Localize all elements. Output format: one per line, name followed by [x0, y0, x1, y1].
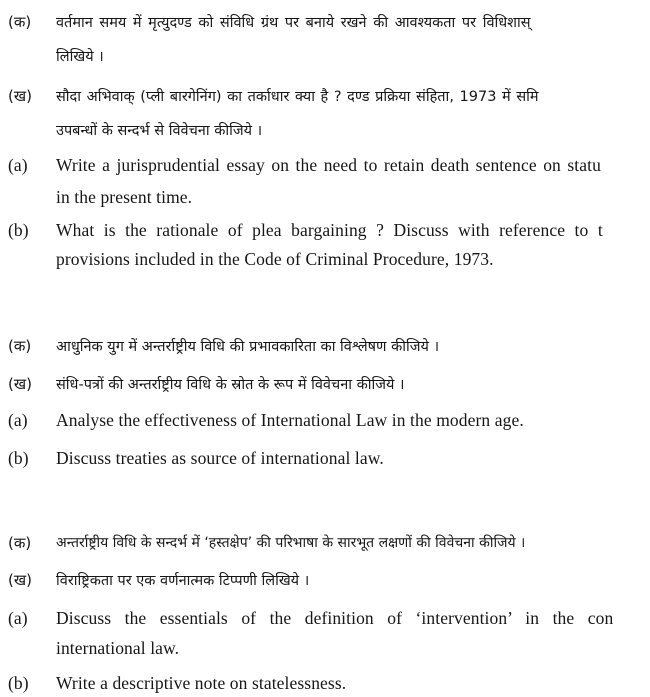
question-label: (a)	[8, 155, 28, 175]
question-text-line: अन्तर्राष्ट्रीय विधि के सन्दर्भ में ‘हस्तक्षेप’ की परिभाषा के सारभूत लक्षणों की विवेचना कीजिये ।	[56, 535, 526, 551]
question-text-line: Write a jurisprudential essay on the need to retain death sentence on statu	[56, 155, 601, 175]
question-text-line: provisions included in the Code of Criminal Procedure, 1973.	[56, 249, 494, 269]
question-text-line: What is the rationale of plea bargaining ? Discuss with reference to t	[56, 220, 603, 240]
question-label: (a)	[8, 410, 28, 430]
question-text-line: लिखिये ।	[56, 49, 104, 65]
question-text-line: आधुनिक युग में अन्तर्राष्ट्रीय विधि की प्रभावकारिता का विश्लेषण कीजिये ।	[56, 339, 440, 355]
question-label: (ख)	[8, 87, 32, 105]
question-text-line: Analyse the effectiveness of International Law in the modern age.	[56, 410, 524, 430]
question-label: (b)	[8, 220, 29, 240]
question-label: (क)	[8, 534, 32, 552]
question-label: (ख)	[8, 571, 32, 589]
question-text-line: Write a descriptive note on statelessness.	[56, 673, 347, 693]
question-text-line: Discuss treaties as source of international law.	[56, 448, 384, 468]
question-label: (ख)	[8, 375, 32, 393]
question-label: (क)	[8, 13, 32, 31]
question-label: (b)	[8, 448, 29, 468]
question-text-line: वर्तमान समय में मृत्युदण्ड को संविधि ग्रंथ पर बनाये रखने की आवश्यकता पर विधिशास्	[56, 15, 531, 31]
question-text-line: विराष्ट्रिकता पर एक वर्णनात्मक टिप्पणी लिखिये ।	[56, 573, 310, 589]
question-text-line: international law.	[56, 638, 180, 658]
question-label: (क)	[8, 337, 32, 355]
question-text-line: Discuss the essentials of the definition of ‘intervention’ in the con	[56, 608, 614, 628]
question-text-line: उपबन्धों के सन्दर्भ से विवेचना कीजिये ।	[56, 123, 263, 139]
question-text-line: संधि-पत्रों की अन्तर्राष्ट्रीय विधि के स्रोत के रूप में विवेचना कीजिये ।	[56, 377, 405, 393]
question-label: (b)	[8, 673, 29, 693]
question-text-line: in the present time.	[56, 187, 193, 207]
question-text-line: सौदा अभिवाक् (प्ली बारगेनिंग) का तर्काधार क्या है ? दण्ड प्रक्रिया संहिता, 1973 में समि	[56, 89, 539, 105]
question-label: (a)	[8, 608, 28, 628]
